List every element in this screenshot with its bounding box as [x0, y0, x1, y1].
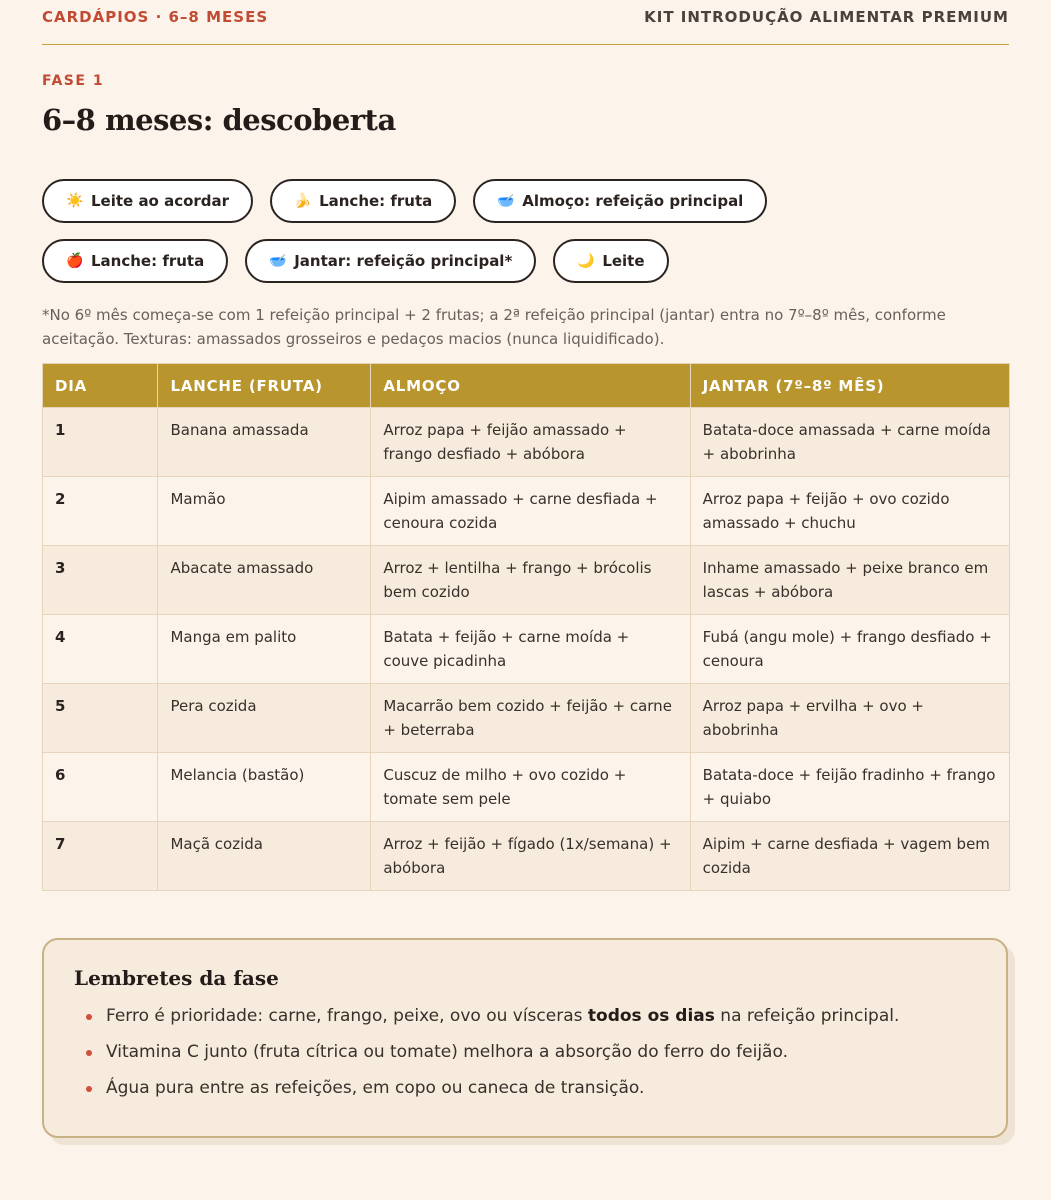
schedule-chip	[42, 239, 228, 283]
bullet-dot	[86, 1050, 92, 1056]
cell-lunch: Aipim amassado + carne desfiada + cenoura cozida	[371, 477, 690, 546]
schedule-chip-label: Almoço: refeição principal	[522, 192, 744, 210]
table-header-row	[43, 364, 1010, 408]
cell-snack: Maçã cozida	[158, 822, 371, 891]
table-row	[43, 546, 1010, 615]
cell-lunch: Arroz + lentilha + frango + brócolis bem cozido	[371, 546, 690, 615]
phase-label: FASE 1	[42, 73, 105, 89]
header-day: DIA	[43, 364, 158, 408]
reminders-title: Lembretes da fase	[74, 966, 279, 990]
cell-snack: Banana amassada	[158, 408, 371, 477]
cell-snack: Melancia (bastão)	[158, 753, 371, 822]
cell-lunch: Cuscuz de milho + ovo cozido + tomate sem pele	[371, 753, 690, 822]
schedule-chip	[553, 239, 668, 283]
moon-icon: 🌙	[577, 253, 595, 269]
cell-day: 1	[43, 408, 158, 477]
bullet-dot	[86, 1086, 92, 1092]
cell-day: 6	[43, 753, 158, 822]
sun-icon: ☀️	[66, 193, 84, 209]
apple-icon: 🍎	[66, 253, 84, 269]
bowl-icon: 🥣	[497, 193, 515, 209]
cell-day: 2	[43, 477, 158, 546]
schedule-chip-label: Lanche: fruta	[319, 192, 433, 210]
cell-day: 3	[43, 546, 158, 615]
reminder-emphasis: todos os dias	[587, 1006, 715, 1026]
schedule-chip	[245, 239, 536, 283]
table-row	[43, 615, 1010, 684]
header-dinner: JANTAR (7º–8º MÊS)	[690, 364, 1009, 408]
table-row	[43, 822, 1010, 891]
reminders-list	[74, 1004, 976, 1100]
page	[42, 0, 1009, 1098]
cell-dinner: Arroz papa + ervilha + ovo + abobrinha	[690, 684, 1009, 753]
reminders-box	[42, 938, 1008, 1138]
schedule-chip	[270, 179, 456, 223]
cell-dinner: Batata-doce amassada + carne moída + abobrinha	[690, 408, 1009, 477]
cell-snack: Manga em palito	[158, 615, 371, 684]
schedule-chip	[473, 179, 767, 223]
cell-day: 5	[43, 684, 158, 753]
cell-lunch: Macarrão bem cozido + feijão + carne + beterraba	[371, 684, 690, 753]
banana-icon: 🍌	[294, 193, 312, 209]
cell-lunch: Arroz + feijão + fígado (1x/semana) + abóbora	[371, 822, 690, 891]
table-row	[43, 408, 1010, 477]
table-row	[43, 477, 1010, 546]
table-body	[43, 408, 1010, 891]
cell-dinner: Fubá (angu mole) + frango desfiado + cenoura	[690, 615, 1009, 684]
cell-lunch: Arroz papa + feijão amassado + frango desfiado + abóbora	[371, 408, 690, 477]
cell-dinner: Arroz papa + feijão + ovo cozido amassado + chuchu	[690, 477, 1009, 546]
reminder-text-end: na refeição principal.	[714, 1006, 900, 1026]
schedule-chip-label: Jantar: refeição principal*	[294, 252, 513, 270]
cell-snack: Mamão	[158, 477, 371, 546]
bullet-dot	[86, 1014, 92, 1020]
reminder-item	[74, 1004, 976, 1028]
table-row	[43, 753, 1010, 822]
reminder-text: Vitamina C junto (fruta cítrica ou tomate) melhora a absorção do ferro do feijão.	[106, 1042, 788, 1062]
reminder-text: Água pura entre as refeições, em copo ou caneca de transição.	[106, 1078, 645, 1098]
header-snack: LANCHE (FRUTA)	[158, 364, 371, 408]
cell-lunch: Batata + feijão + carne moída + couve picadinha	[371, 615, 690, 684]
footnote: *No 6º mês começa-se com 1 refeição principal + 2 frutas; a 2ª refeição principal (jantar) entra no 7º–8º mês, conforme aceitação. Texturas: amassados grosseiros e pedaços macios (nunca liquidificado).	[42, 306, 946, 348]
bowl-icon: 🥣	[269, 253, 287, 269]
cell-dinner: Aipim + carne desfiada + vagem bem cozida	[690, 822, 1009, 891]
header-lunch: ALMOÇO	[371, 364, 690, 408]
table-row	[43, 684, 1010, 753]
schedule-chip-label: Leite ao acordar	[91, 192, 230, 210]
schedule-chip-label: Leite	[602, 252, 645, 270]
section-label: CARDÁPIOS · 6–8 MESES	[42, 8, 269, 26]
reminder-text: Ferro é prioridade: carne, frango, peixe, ovo ou vísceras	[106, 1006, 588, 1026]
cell-dinner: Inhame amassado + peixe branco em lascas + abóbora	[690, 546, 1009, 615]
brand-label: KIT INTRODUÇÃO ALIMENTAR PREMIUM	[644, 8, 1009, 26]
top-bar	[42, 0, 1009, 45]
cell-dinner: Batata-doce + feijão fradinho + frango + quiabo	[690, 753, 1009, 822]
menu-table	[42, 363, 1010, 891]
schedule-chip-label: Lanche: fruta	[91, 252, 205, 270]
reminder-item	[74, 1040, 976, 1064]
page-title: 6–8 meses: descoberta	[42, 103, 396, 137]
schedule-chip	[42, 179, 253, 223]
cell-snack: Pera cozida	[158, 684, 371, 753]
cell-snack: Abacate amassado	[158, 546, 371, 615]
schedule-chips	[42, 179, 942, 283]
reminder-item	[74, 1076, 976, 1100]
cell-day: 4	[43, 615, 158, 684]
cell-day: 7	[43, 822, 158, 891]
